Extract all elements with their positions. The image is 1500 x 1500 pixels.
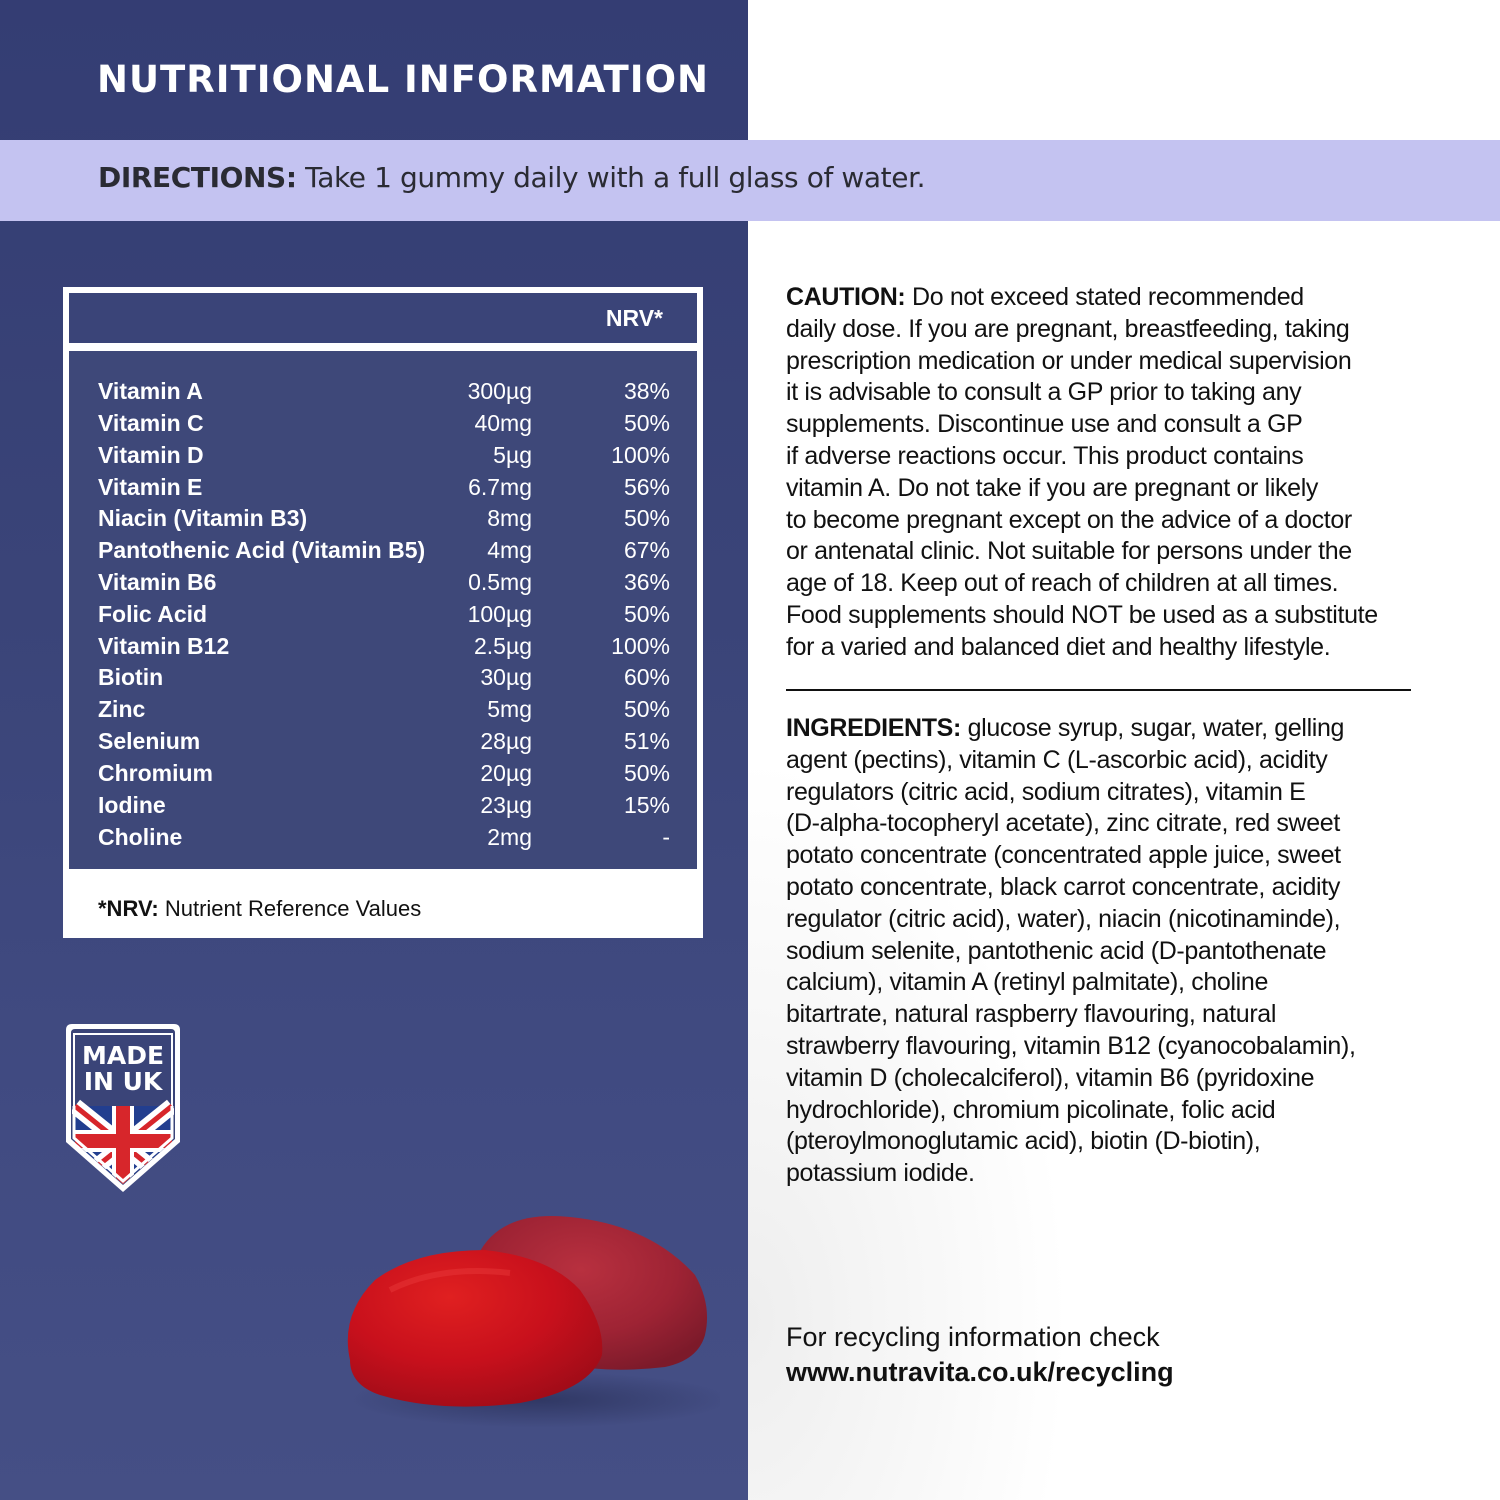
caution-line: daily dose. If you are pregnant, breastfeeding, taking [786, 314, 1350, 343]
nutrient-amount: 0.5mg [468, 569, 532, 595]
table-row [69, 439, 697, 471]
caution-line: age of 18. Keep out of reach of children at all times. [786, 569, 1339, 598]
nutrient-amount: 2mg [487, 824, 532, 850]
ingredients-line: regulator (citric acid), water), niacin (nicotinaminde), [786, 904, 1341, 933]
nutrient-nrv: 50% [623, 760, 670, 786]
nutrient-name: Niacin (Vitamin B3) [98, 505, 308, 531]
svg-text:MADE: MADE [81, 1041, 165, 1070]
ingredients-line: sodium selenite, pantothenic acid (D-pantothenate [786, 936, 1327, 965]
caution-line: vitamin A. Do not take if you are pregnant or likely [786, 473, 1319, 502]
nutrient-nrv: 100% [611, 633, 670, 659]
recycling-info [786, 1320, 1174, 1390]
nutrient-nrv: 67% [623, 537, 670, 563]
table-row [69, 630, 697, 662]
nutrient-name: Biotin [98, 664, 164, 690]
nutrient-amount: 6.7mg [468, 474, 532, 500]
recycling-text: For recycling information check [786, 1322, 1160, 1352]
directions-label: DIRECTIONS: [98, 161, 297, 194]
table-row [69, 375, 697, 407]
caution-line: it is advisable to consult a GP prior to taking any [786, 378, 1302, 407]
nutrient-amount: 100µg [467, 601, 532, 627]
ingredients-line: strawberry flavouring, vitamin B12 (cyanocobalamin), [786, 1031, 1356, 1060]
table-row [69, 661, 697, 693]
ingredients-line: potato concentrate (concentrated apple juice, sweet [786, 841, 1341, 870]
nutrient-amount: 5µg [493, 442, 532, 468]
nutrient-amount: 4mg [487, 537, 532, 563]
nutrient-nrv: 51% [623, 728, 670, 754]
nutrient-amount: 2.5µg [473, 633, 532, 659]
table-row [69, 757, 697, 789]
table-row [69, 566, 697, 598]
nutrient-amount: 40mg [474, 410, 532, 436]
nutrient-name: Folic Acid [98, 601, 208, 627]
nutrient-amount: 20µg [480, 760, 532, 786]
nutrient-nrv: - [662, 824, 670, 850]
nutrient-amount: 23µg [480, 792, 532, 818]
ingredients-line: (pteroylmonoglutamic acid), biotin (D-biotin), [786, 1127, 1261, 1156]
ingredients-label: INGREDIENTS: [786, 714, 961, 742]
ingredients-line: potassium iodide. [786, 1159, 975, 1188]
table-row [69, 725, 697, 757]
table-row [69, 502, 697, 534]
ingredients-line: calcium), vitamin A (retinyl palmitate), choline [786, 968, 1268, 997]
nutrient-nrv: 50% [623, 505, 670, 531]
table-row [69, 821, 697, 853]
nutrient-nrv: 60% [623, 664, 670, 690]
nutrient-name: Vitamin A [98, 378, 203, 404]
nutrient-name: Iodine [98, 792, 166, 818]
nutrient-amount: 5mg [487, 696, 532, 722]
ingredients-line: regulators (citric acid, sodium citrates), vitamin E [786, 777, 1306, 806]
nutrient-name: Vitamin B6 [98, 569, 217, 595]
nutrient-nrv: 50% [623, 696, 670, 722]
caution-line: prescription medication or under medical supervision [786, 346, 1352, 375]
ingredients-line: glucose syrup, sugar, water, gelling [960, 714, 1345, 742]
recycling-url: www.nutravita.co.uk/recycling [786, 1357, 1174, 1387]
nutrient-amount: 8mg [487, 505, 532, 531]
caution-line: supplements. Discontinue use and consult a GP [786, 410, 1303, 439]
ingredients-line: hydrochloride), chromium picolinate, folic acid [786, 1095, 1276, 1124]
nutrient-name: Choline [98, 824, 183, 850]
directions [98, 161, 925, 194]
table-row [69, 471, 697, 503]
nutrient-name: Vitamin C [98, 410, 204, 436]
ingredients-section [786, 713, 1426, 1190]
ingredients-line: agent (pectins), vitamin C (L-ascorbic acid), acidity [786, 745, 1328, 774]
nutrient-name: Pantothenic Acid (Vitamin B5) [98, 537, 426, 563]
nrv-footnote-label: *NRV: [98, 896, 159, 921]
nrv-column-heading: NRV* [605, 305, 663, 331]
caution-line: for a varied and balanced diet and healthy lifestyle. [786, 632, 1331, 661]
nrv-footnote-text: Nutrient Reference Values [158, 896, 422, 921]
nutrient-name: Selenium [98, 728, 201, 754]
table-row [69, 598, 697, 630]
ingredients-line: vitamin D (cholecalciferol), vitamin B6 (pyridoxine [786, 1063, 1315, 1092]
nutrient-nrv: 50% [623, 601, 670, 627]
table-row [69, 789, 697, 821]
made-in-uk-badge-icon [62, 1022, 184, 1194]
nutrient-nrv: 100% [611, 442, 670, 468]
nutrient-nrv: 56% [623, 474, 670, 500]
table-row [69, 407, 697, 439]
nutrient-name: Vitamin B12 [98, 633, 230, 659]
caution-line: Do not exceed stated recommended [905, 283, 1304, 311]
nutrient-amount: 28µg [480, 728, 532, 754]
caution-line: to become pregnant except on the advice of a doctor [786, 505, 1352, 534]
ingredients-line: (D-alpha-tocopheryl acetate), zinc citrate, red sweet [786, 809, 1340, 838]
nutrition-table [63, 287, 703, 938]
nutrient-nrv: 36% [623, 569, 670, 595]
nutrient-name: Zinc [98, 696, 146, 722]
nutrient-name: Vitamin D [98, 442, 204, 468]
caution-line: if adverse reactions occur. This product contains [786, 441, 1304, 470]
ingredients-line: bitartrate, natural raspberry flavouring, natural [786, 1000, 1277, 1029]
caution-line: or antenatal clinic. Not suitable for persons under the [786, 537, 1352, 566]
caution-line: Food supplements should NOT be used as a substitute [786, 600, 1378, 629]
gummies-image [320, 1195, 720, 1435]
svg-text:IN UK: IN UK [83, 1067, 163, 1096]
nutrient-amount: 30µg [480, 664, 532, 690]
directions-text: Take 1 gummy daily with a full glass of water. [296, 161, 926, 194]
nutrient-amount: 300µg [467, 378, 532, 404]
section-divider [786, 689, 1411, 691]
caution-label: CAUTION: [786, 283, 906, 311]
nutrition-table-body [69, 351, 697, 869]
nutrition-table-header [69, 293, 697, 343]
caution-section [786, 282, 1426, 664]
ingredients-line: potato concentrate, black carrot concentrate, acidity [786, 872, 1340, 901]
nutrient-name: Chromium [98, 760, 213, 786]
page-title: NUTRITIONAL INFORMATION [97, 58, 709, 101]
table-row [69, 693, 697, 725]
nutrient-nrv: 38% [623, 378, 670, 404]
nutrient-nrv: 50% [623, 410, 670, 436]
table-row [69, 534, 697, 566]
nutrient-nrv: 15% [623, 792, 670, 818]
nutrient-name: Vitamin E [98, 474, 203, 500]
nrv-footnote [98, 896, 421, 922]
